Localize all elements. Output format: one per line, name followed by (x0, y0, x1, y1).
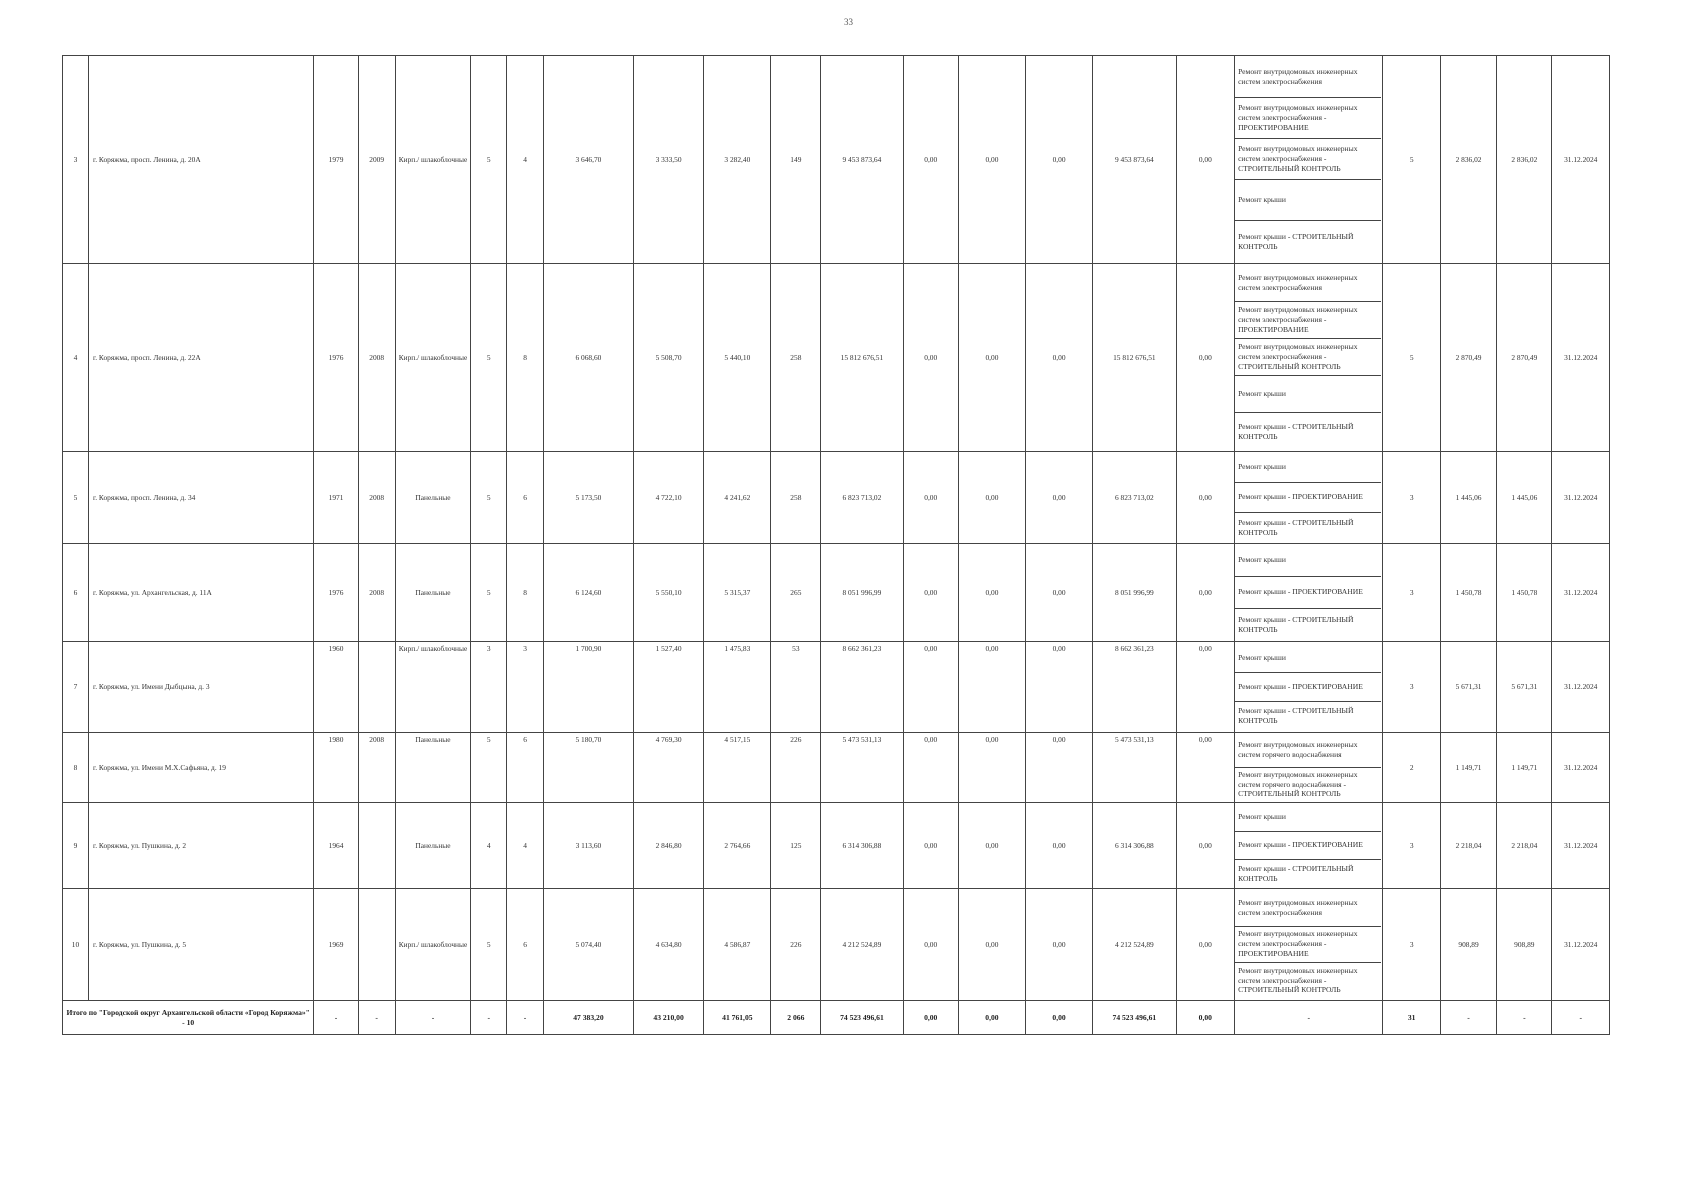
fund-region-cell: 0,00 (958, 544, 1025, 642)
unit-cost-cell: 1 450,78 (1440, 544, 1496, 642)
table-row (63, 544, 1610, 642)
deadline-cell: 31.12.2024 (1552, 56, 1610, 264)
deadline-cell: 31.12.2024 (1552, 264, 1610, 452)
row-number: 8 (63, 733, 89, 803)
deadline-cell: 31.12.2024 (1552, 544, 1610, 642)
repair-program-table (62, 55, 1610, 1035)
work-count-cell: 5 (1383, 264, 1440, 452)
work-item: Ремонт крыши (1235, 545, 1381, 577)
fund-local-cell: 0,00 (1026, 452, 1093, 544)
fund-local-cell: 0,00 (1026, 733, 1093, 803)
works-cell (1235, 803, 1383, 889)
limit-cost-cell: 908,89 (1497, 889, 1552, 1001)
limit-cost-cell: 1 149,71 (1497, 733, 1552, 803)
area-premises-cell: 4 634,80 (633, 889, 703, 1001)
total-dash-cell: - (1497, 1001, 1552, 1035)
area-living-cell: 2 764,66 (704, 803, 771, 889)
entrances-cell: 6 (507, 733, 544, 803)
entrances-cell: 6 (507, 889, 544, 1001)
limit-cost-cell: 2 870,49 (1497, 264, 1552, 452)
year-repair-cell (358, 642, 395, 733)
total-fund-region-cell: 0,00 (958, 1001, 1025, 1035)
works-cell (1235, 544, 1383, 642)
unit-cost-cell: 2 870,49 (1440, 264, 1496, 452)
residents-cell: 226 (771, 733, 821, 803)
residents-cell: 149 (771, 56, 821, 264)
fund-owners-cell: 8 662 361,23 (1093, 642, 1176, 733)
year-repair-cell: 2009 (358, 56, 395, 264)
row-number: 9 (63, 803, 89, 889)
works-cell (1235, 264, 1383, 452)
deadline-cell: 31.12.2024 (1552, 642, 1610, 733)
fund-local-cell: 0,00 (1026, 544, 1093, 642)
work-item: Ремонт внутридомовых инженерных систем электроснабжения - ПРОЕКТИРОВАНИЕ (1235, 98, 1381, 139)
work-item: Ремонт крыши - ПРОЕКТИРОВАНИЕ (1235, 577, 1381, 609)
fund-owners-cell: 15 812 676,51 (1093, 264, 1176, 452)
total-dash-cell: - (1235, 1001, 1383, 1035)
work-count-cell: 3 (1383, 803, 1440, 889)
work-item: Ремонт внутридомовых инженерных систем горячего водоснабжения (1235, 734, 1381, 768)
year-built-cell: 1960 (314, 642, 358, 733)
address-cell: г. Коряжма, просп. Ленина, д. 22А (89, 264, 314, 452)
deadline-cell: 31.12.2024 (1552, 803, 1610, 889)
fund-owners-cell: 4 212 524,89 (1093, 889, 1176, 1001)
cost-total-cell: 8 662 361,23 (821, 642, 903, 733)
fund-local-cell: 0,00 (1026, 803, 1093, 889)
year-repair-cell: 2008 (358, 733, 395, 803)
address-cell: г. Коряжма, ул. Архангельская, д. 11А (89, 544, 314, 642)
year-repair-cell (358, 889, 395, 1001)
work-item: Ремонт внутридомовых инженерных систем электроснабжения - СТРОИТЕЛЬНЫЙ КОНТРОЛЬ (1235, 139, 1381, 180)
work-item: Ремонт крыши - СТРОИТЕЛЬНЫЙ КОНТРОЛЬ (1238, 517, 1354, 537)
cost-total-cell: 15 812 676,51 (821, 264, 903, 452)
area-living-cell: 4 517,15 (704, 733, 771, 803)
floors-cell: 5 (471, 544, 507, 642)
row-number: 10 (63, 889, 89, 1001)
fund-region-cell: 0,00 (958, 889, 1025, 1001)
year-built-cell: 1969 (314, 889, 358, 1001)
page-number: 33 (844, 17, 853, 27)
address-cell: г. Коряжма, ул. Имени М.Х.Сафьяна, д. 19 (89, 733, 314, 803)
cost-total-cell: 8 051 996,99 (821, 544, 903, 642)
table-row (63, 803, 1610, 889)
cost-total-cell: 6 823 713,02 (821, 452, 903, 544)
work-count-cell: 3 (1383, 452, 1440, 544)
deadline-cell: 31.12.2024 (1552, 733, 1610, 803)
unit-cost-cell: 1 445,06 (1440, 452, 1496, 544)
limit-cost-cell: 1 445,06 (1497, 452, 1552, 544)
fund-region-cell: 0,00 (958, 733, 1025, 803)
area-living-cell: 4 586,87 (704, 889, 771, 1001)
fund-other-cell: 0,00 (1176, 56, 1235, 264)
address-cell: г. Коряжма, ул. Имени Дыбцына, д. 3 (89, 642, 314, 733)
wall-material-cell: Панельные (395, 733, 471, 803)
total-fund-other-cell: 0,00 (1176, 1001, 1235, 1035)
area-total-cell: 5 180,70 (543, 733, 633, 803)
work-count-cell: 5 (1383, 56, 1440, 264)
work-item: Ремонт крыши (1235, 180, 1381, 221)
row-number: 4 (63, 264, 89, 452)
year-built-cell: 1976 (314, 264, 358, 452)
unit-cost-cell: 5 671,31 (1440, 642, 1496, 733)
area-total-cell: 3 646,70 (543, 56, 633, 264)
entrances-cell: 4 (507, 56, 544, 264)
row-number: 5 (63, 452, 89, 544)
unit-cost-cell: 1 149,71 (1440, 733, 1496, 803)
area-premises-cell: 4 769,30 (633, 733, 703, 803)
year-repair-cell: 2008 (358, 264, 395, 452)
limit-cost-cell: 2 836,02 (1497, 56, 1552, 264)
fund-federal-cell: 0,00 (903, 642, 958, 733)
floors-cell: 5 (471, 56, 507, 264)
total-label: Итого по "Городской округ Архангельской области «Город Коряжма»" - 10 (63, 1001, 314, 1035)
area-total-cell: 6 068,60 (543, 264, 633, 452)
fund-other-cell: 0,00 (1176, 264, 1235, 452)
fund-other-cell: 0,00 (1176, 544, 1235, 642)
fund-federal-cell: 0,00 (903, 264, 958, 452)
area-total-cell: 3 113,60 (543, 803, 633, 889)
unit-cost-cell: 2 836,02 (1440, 56, 1496, 264)
total-dash-cell: - (471, 1001, 507, 1035)
floors-cell: 5 (471, 889, 507, 1001)
fund-region-cell: 0,00 (958, 264, 1025, 452)
work-count-cell: 3 (1383, 642, 1440, 733)
fund-local-cell: 0,00 (1026, 889, 1093, 1001)
limit-cost-cell: 2 218,04 (1497, 803, 1552, 889)
cost-total-cell: 5 473 531,13 (821, 733, 903, 803)
address-cell: г. Коряжма, просп. Ленина, д. 34 (89, 452, 314, 544)
residents-cell: 265 (771, 544, 821, 642)
works-cell (1235, 56, 1383, 264)
area-total-cell: 1 700,90 (543, 642, 633, 733)
fund-owners-cell: 6 823 713,02 (1093, 452, 1176, 544)
wall-material-cell: Кирп./ шлакоблочные (395, 889, 471, 1001)
fund-region-cell: 0,00 (958, 803, 1025, 889)
unit-cost-cell: 2 218,04 (1440, 803, 1496, 889)
cost-total-cell: 9 453 873,64 (821, 56, 903, 264)
total-fund-owners-cell: 74 523 496,61 (1093, 1001, 1176, 1035)
year-built-cell: 1980 (314, 733, 358, 803)
fund-other-cell: 0,00 (1176, 803, 1235, 889)
work-item: Ремонт крыши (1235, 376, 1381, 413)
residents-cell: 258 (771, 264, 821, 452)
fund-federal-cell: 0,00 (903, 889, 958, 1001)
total-dash-cell: - (395, 1001, 471, 1035)
area-living-cell: 3 282,40 (704, 56, 771, 264)
work-item: Ремонт крыши (1235, 644, 1381, 673)
work-item: Ремонт внутридомовых инженерных систем электроснабжения - СТРОИТЕЛЬНЫЙ КОНТРОЛЬ (1238, 965, 1358, 995)
area-premises-cell: 1 527,40 (633, 642, 703, 733)
work-count-cell: 3 (1383, 544, 1440, 642)
area-living-cell: 5 440,10 (704, 264, 771, 452)
floors-cell: 3 (471, 642, 507, 733)
work-item: Ремонт крыши - ПРОЕКТИРОВАНИЕ (1235, 832, 1381, 860)
area-total-cell: 5 173,50 (543, 452, 633, 544)
work-item: Ремонт внутридомовых инженерных систем электроснабжения (1235, 891, 1381, 927)
total-area-living-cell: 41 761,05 (704, 1001, 771, 1035)
fund-federal-cell: 0,00 (903, 56, 958, 264)
fund-federal-cell: 0,00 (903, 544, 958, 642)
total-work-count-cell: 31 (1383, 1001, 1440, 1035)
area-total-cell: 6 124,60 (543, 544, 633, 642)
wall-material-cell: Панельные (395, 803, 471, 889)
work-item: Ремонт крыши - ПРОЕКТИРОВАНИЕ (1235, 483, 1381, 513)
wall-material-cell: Кирп./ шлакоблочные (395, 56, 471, 264)
fund-owners-cell: 9 453 873,64 (1093, 56, 1176, 264)
table-row (63, 264, 1610, 452)
fund-owners-cell: 6 314 306,88 (1093, 803, 1176, 889)
table-body (63, 56, 1610, 1035)
area-living-cell: 1 475,83 (704, 642, 771, 733)
total-dash-cell: - (314, 1001, 358, 1035)
wall-material-cell: Панельные (395, 452, 471, 544)
residents-cell: 258 (771, 452, 821, 544)
residents-cell: 226 (771, 889, 821, 1001)
address-cell: г. Коряжма, просп. Ленина, д. 20А (89, 56, 314, 264)
entrances-cell: 3 (507, 642, 544, 733)
address-cell: г. Коряжма, ул. Пушкина, д. 2 (89, 803, 314, 889)
table-row (63, 452, 1610, 544)
area-premises-cell: 4 722,10 (633, 452, 703, 544)
work-item: Ремонт крыши - ПРОЕКТИРОВАНИЕ (1235, 673, 1381, 702)
year-built-cell: 1964 (314, 803, 358, 889)
row-number: 7 (63, 642, 89, 733)
fund-region-cell: 0,00 (958, 452, 1025, 544)
fund-region-cell: 0,00 (958, 56, 1025, 264)
residents-cell: 125 (771, 803, 821, 889)
total-dash-cell: - (358, 1001, 395, 1035)
area-total-cell: 5 074,40 (543, 889, 633, 1001)
work-item: Ремонт внутридомовых инженерных систем электроснабжения - СТРОИТЕЛЬНЫЙ КОНТРОЛЬ (1235, 339, 1381, 376)
total-area-total-cell: 47 383,20 (543, 1001, 633, 1035)
floors-cell: 5 (471, 452, 507, 544)
table-row (63, 889, 1610, 1001)
area-premises-cell: 3 333,50 (633, 56, 703, 264)
unit-cost-cell: 908,89 (1440, 889, 1496, 1001)
work-item: Ремонт внутридомовых инженерных систем электроснабжения (1235, 57, 1381, 98)
cost-total-cell: 4 212 524,89 (821, 889, 903, 1001)
area-premises-cell: 5 550,10 (633, 544, 703, 642)
works-cell (1235, 889, 1383, 1001)
fund-local-cell: 0,00 (1026, 264, 1093, 452)
work-item: Ремонт крыши - СТРОИТЕЛЬНЫЙ КОНТРОЛЬ (1238, 706, 1354, 725)
work-item: Ремонт крыши (1235, 453, 1381, 483)
work-item: Ремонт внутридомовых инженерных систем электроснабжения - ПРОЕКТИРОВАНИЕ (1235, 302, 1381, 339)
fund-federal-cell: 0,00 (903, 452, 958, 544)
work-item: Ремонт крыши - СТРОИТЕЛЬНЫЙ КОНТРОЛЬ (1238, 421, 1354, 441)
year-built-cell: 1976 (314, 544, 358, 642)
floors-cell: 5 (471, 264, 507, 452)
work-count-cell: 2 (1383, 733, 1440, 803)
fund-other-cell: 0,00 (1176, 889, 1235, 1001)
residents-cell: 53 (771, 642, 821, 733)
total-cost-total-cell: 74 523 496,61 (821, 1001, 903, 1035)
total-dash-cell: - (1552, 1001, 1610, 1035)
fund-federal-cell: 0,00 (903, 733, 958, 803)
area-premises-cell: 2 846,80 (633, 803, 703, 889)
deadline-cell: 31.12.2024 (1552, 889, 1610, 1001)
area-living-cell: 4 241,62 (704, 452, 771, 544)
row-number: 3 (63, 56, 89, 264)
entrances-cell: 6 (507, 452, 544, 544)
fund-federal-cell: 0,00 (903, 803, 958, 889)
work-item: Ремонт внутридомовых инженерных систем горячего водоснабжения - СТРОИТЕЛЬНЫЙ КОНТРОЛЬ (1238, 769, 1358, 799)
floors-cell: 4 (471, 803, 507, 889)
year-repair-cell: 2008 (358, 544, 395, 642)
fund-owners-cell: 5 473 531,13 (1093, 733, 1176, 803)
floors-cell: 5 (471, 733, 507, 803)
fund-other-cell: 0,00 (1176, 733, 1235, 803)
work-item: Ремонт крыши - СТРОИТЕЛЬНЫЙ КОНТРОЛЬ (1238, 231, 1354, 251)
works-cell (1235, 733, 1383, 803)
wall-material-cell: Кирп./ шлакоблочные (395, 264, 471, 452)
fund-local-cell: 0,00 (1026, 642, 1093, 733)
total-dash-cell: - (1440, 1001, 1496, 1035)
cost-total-cell: 6 314 306,88 (821, 803, 903, 889)
work-item: Ремонт крыши - СТРОИТЕЛЬНЫЙ КОНТРОЛЬ (1238, 863, 1354, 883)
work-item: Ремонт крыши (1235, 804, 1381, 832)
fund-other-cell: 0,00 (1176, 642, 1235, 733)
total-row (63, 1001, 1610, 1035)
work-item: Ремонт крыши - СТРОИТЕЛЬНЫЙ КОНТРОЛЬ (1238, 614, 1354, 634)
fund-owners-cell: 8 051 996,99 (1093, 544, 1176, 642)
address-cell: г. Коряжма, ул. Пушкина, д. 5 (89, 889, 314, 1001)
fund-region-cell: 0,00 (958, 642, 1025, 733)
area-living-cell: 5 315,37 (704, 544, 771, 642)
total-fund-fed-cell: 0,00 (903, 1001, 958, 1035)
entrances-cell: 4 (507, 803, 544, 889)
fund-local-cell: 0,00 (1026, 56, 1093, 264)
total-dash-cell: - (507, 1001, 544, 1035)
year-built-cell: 1971 (314, 452, 358, 544)
deadline-cell: 31.12.2024 (1552, 452, 1610, 544)
year-built-cell: 1979 (314, 56, 358, 264)
work-item: Ремонт внутридомовых инженерных систем электроснабжения - ПРОЕКТИРОВАНИЕ (1235, 927, 1381, 963)
fund-other-cell: 0,00 (1176, 452, 1235, 544)
total-fund-local-cell: 0,00 (1026, 1001, 1093, 1035)
wall-material-cell: Панельные (395, 544, 471, 642)
row-number: 6 (63, 544, 89, 642)
table-row (63, 733, 1610, 803)
total-area-premises-cell: 43 210,00 (633, 1001, 703, 1035)
wall-material-cell: Кирп./ шлакоблочные (395, 642, 471, 733)
limit-cost-cell: 5 671,31 (1497, 642, 1552, 733)
year-repair-cell (358, 803, 395, 889)
limit-cost-cell: 1 450,78 (1497, 544, 1552, 642)
works-cell (1235, 642, 1383, 733)
work-count-cell: 3 (1383, 889, 1440, 1001)
table-row (63, 642, 1610, 733)
table-row (63, 56, 1610, 264)
year-repair-cell: 2008 (358, 452, 395, 544)
work-item: Ремонт внутридомовых инженерных систем электроснабжения (1235, 265, 1381, 302)
works-cell (1235, 452, 1383, 544)
entrances-cell: 8 (507, 264, 544, 452)
area-premises-cell: 5 508,70 (633, 264, 703, 452)
entrances-cell: 8 (507, 544, 544, 642)
total-residents-cell: 2 066 (771, 1001, 821, 1035)
